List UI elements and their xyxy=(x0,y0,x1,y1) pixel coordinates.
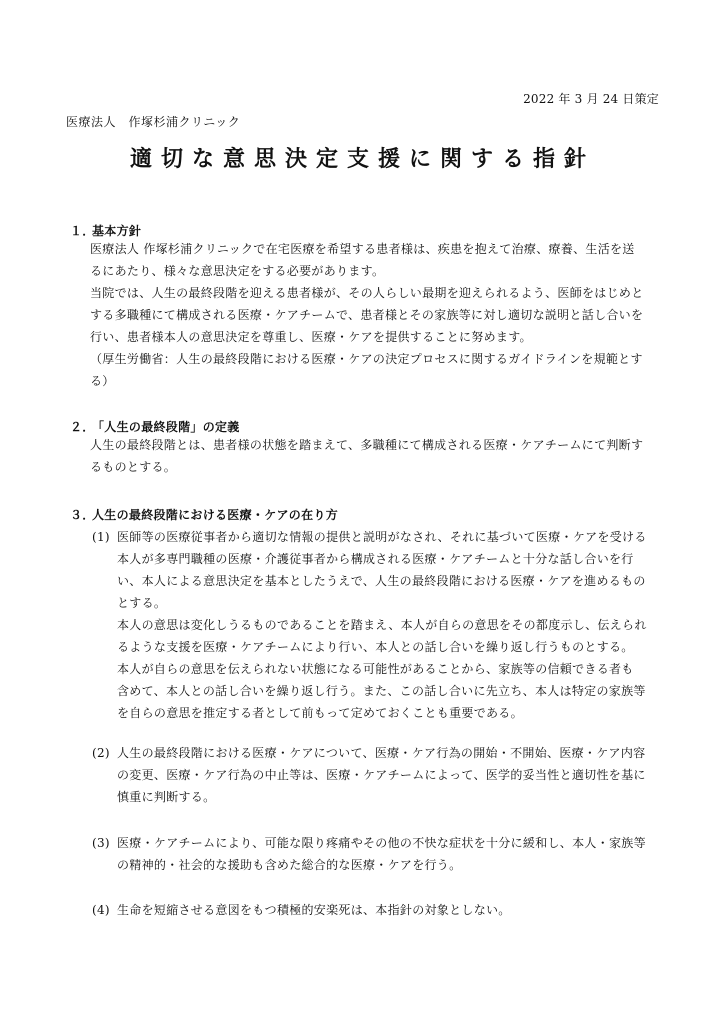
text-line: るような支援を医療・ケアチームにより行い、本人との話し合いを繰り返し行うものとする。 xyxy=(117,640,634,654)
item-label: (3) xyxy=(92,836,110,850)
text-line: 人生の最終段階とは、患者様の状態を踏まえて、多職種にて構成される医療・ケアチームにて判断す xyxy=(90,438,644,452)
text-line: する多職種にて構成される医療・ケアチームで、患者様とその家族等に対し適切な説明と話し合いを xyxy=(90,308,644,322)
section-number: ３． xyxy=(70,508,95,522)
text-line: 当院では、人生の最終段階を迎える患者様が、その人らしい最期を迎えられるよう、医師をはじめと xyxy=(90,286,644,300)
text-line: るにあたり、様々な意思決定をする必要があります。 xyxy=(90,264,385,278)
item-body xyxy=(117,526,677,724)
section-body xyxy=(90,238,670,392)
section-heading: 「人生の最終段階」の定義 xyxy=(92,420,240,434)
text-line: 慎重に判断する。 xyxy=(117,790,216,804)
text-line: 行い、患者様本人の意思決定を尊重し、医療・ケアを提供することに努めます。 xyxy=(90,330,532,344)
organization-name: 医療法人 作塚杉浦クリニック xyxy=(66,115,241,129)
item-label: (2) xyxy=(92,746,110,760)
text-line: 本人が多専門職種の医療・介護従事者から構成される医療・ケアチームと十分な話し合いを行 xyxy=(117,552,634,566)
text-line: 医師等の医療従事者から適切な情報の提供と説明がなされ、それに基づいて医療・ケアを受ける xyxy=(117,530,647,544)
item-label: (1) xyxy=(92,530,110,544)
item-body xyxy=(117,832,677,876)
section-number: ２． xyxy=(70,420,95,434)
section-body xyxy=(90,434,670,478)
item-body xyxy=(117,742,677,808)
text-line: る） xyxy=(90,374,115,388)
section-heading: 人生の最終段階における医療・ケアの在り方 xyxy=(92,508,339,522)
section-number: １． xyxy=(70,224,95,238)
text-line: 本人が自らの意思を伝えられない状態になる可能性があることから、家族等の信頼できる者も xyxy=(117,662,634,676)
item-body xyxy=(117,899,677,921)
item-label: (4) xyxy=(92,903,110,917)
text-line: 人生の最終段階における医療・ケアについて、医療・ケア行為の開始・不開始、医療・ケア内容 xyxy=(117,746,646,760)
document-title: 適切な意思決定支援に関する指針 xyxy=(129,146,595,172)
text-line: 医療・ケアチームにより、可能な限り疼痛やその他の不快な症状を十分に緩和し、本人・家族等 xyxy=(117,836,646,850)
text-line: 生命を短縮させる意図をもつ積極的安楽死は、本指針の対象としない。 xyxy=(117,903,511,917)
text-line: 含めて、本人との話し合いを繰り返し行う。また、この話し合いに先立ち、本人は特定の家族等 xyxy=(117,684,646,698)
text-line: とする。 xyxy=(117,596,167,610)
text-line: 医療法人 作塚杉浦クリニックで在宅医療を希望する患者様は、疾患を抱えて治療、療養、生活を送 xyxy=(90,242,635,256)
text-line: い、本人による意思決定を基本としたうえで、人生の最終段階における医療・ケアを進めるもの xyxy=(117,574,646,588)
text-line: るものとする。 xyxy=(90,460,177,474)
section-heading: 基本方針 xyxy=(92,224,142,238)
document-date: 2022 年 3 月 24 日策定 xyxy=(523,92,659,106)
text-line: 本人の意思は変化しうるものであることを踏まえ、本人が自らの意思をその都度示し、伝えられ xyxy=(117,618,647,632)
text-line: を自らの意思を推定する者として前もって定めておくことも重要である。 xyxy=(117,706,523,720)
text-line: の精神的・社会的な援助も含めた総合的な医療・ケアを行う。 xyxy=(117,858,462,872)
text-line: の変更、医療・ケア行為の中止等は、医療・ケアチームによって、医学的妥当性と適切性を基に xyxy=(117,768,646,782)
text-line: （厚生労働省：人生の最終段階における医療・ケアの決定プロセスに関するガイドラインを規範とす xyxy=(90,352,643,366)
